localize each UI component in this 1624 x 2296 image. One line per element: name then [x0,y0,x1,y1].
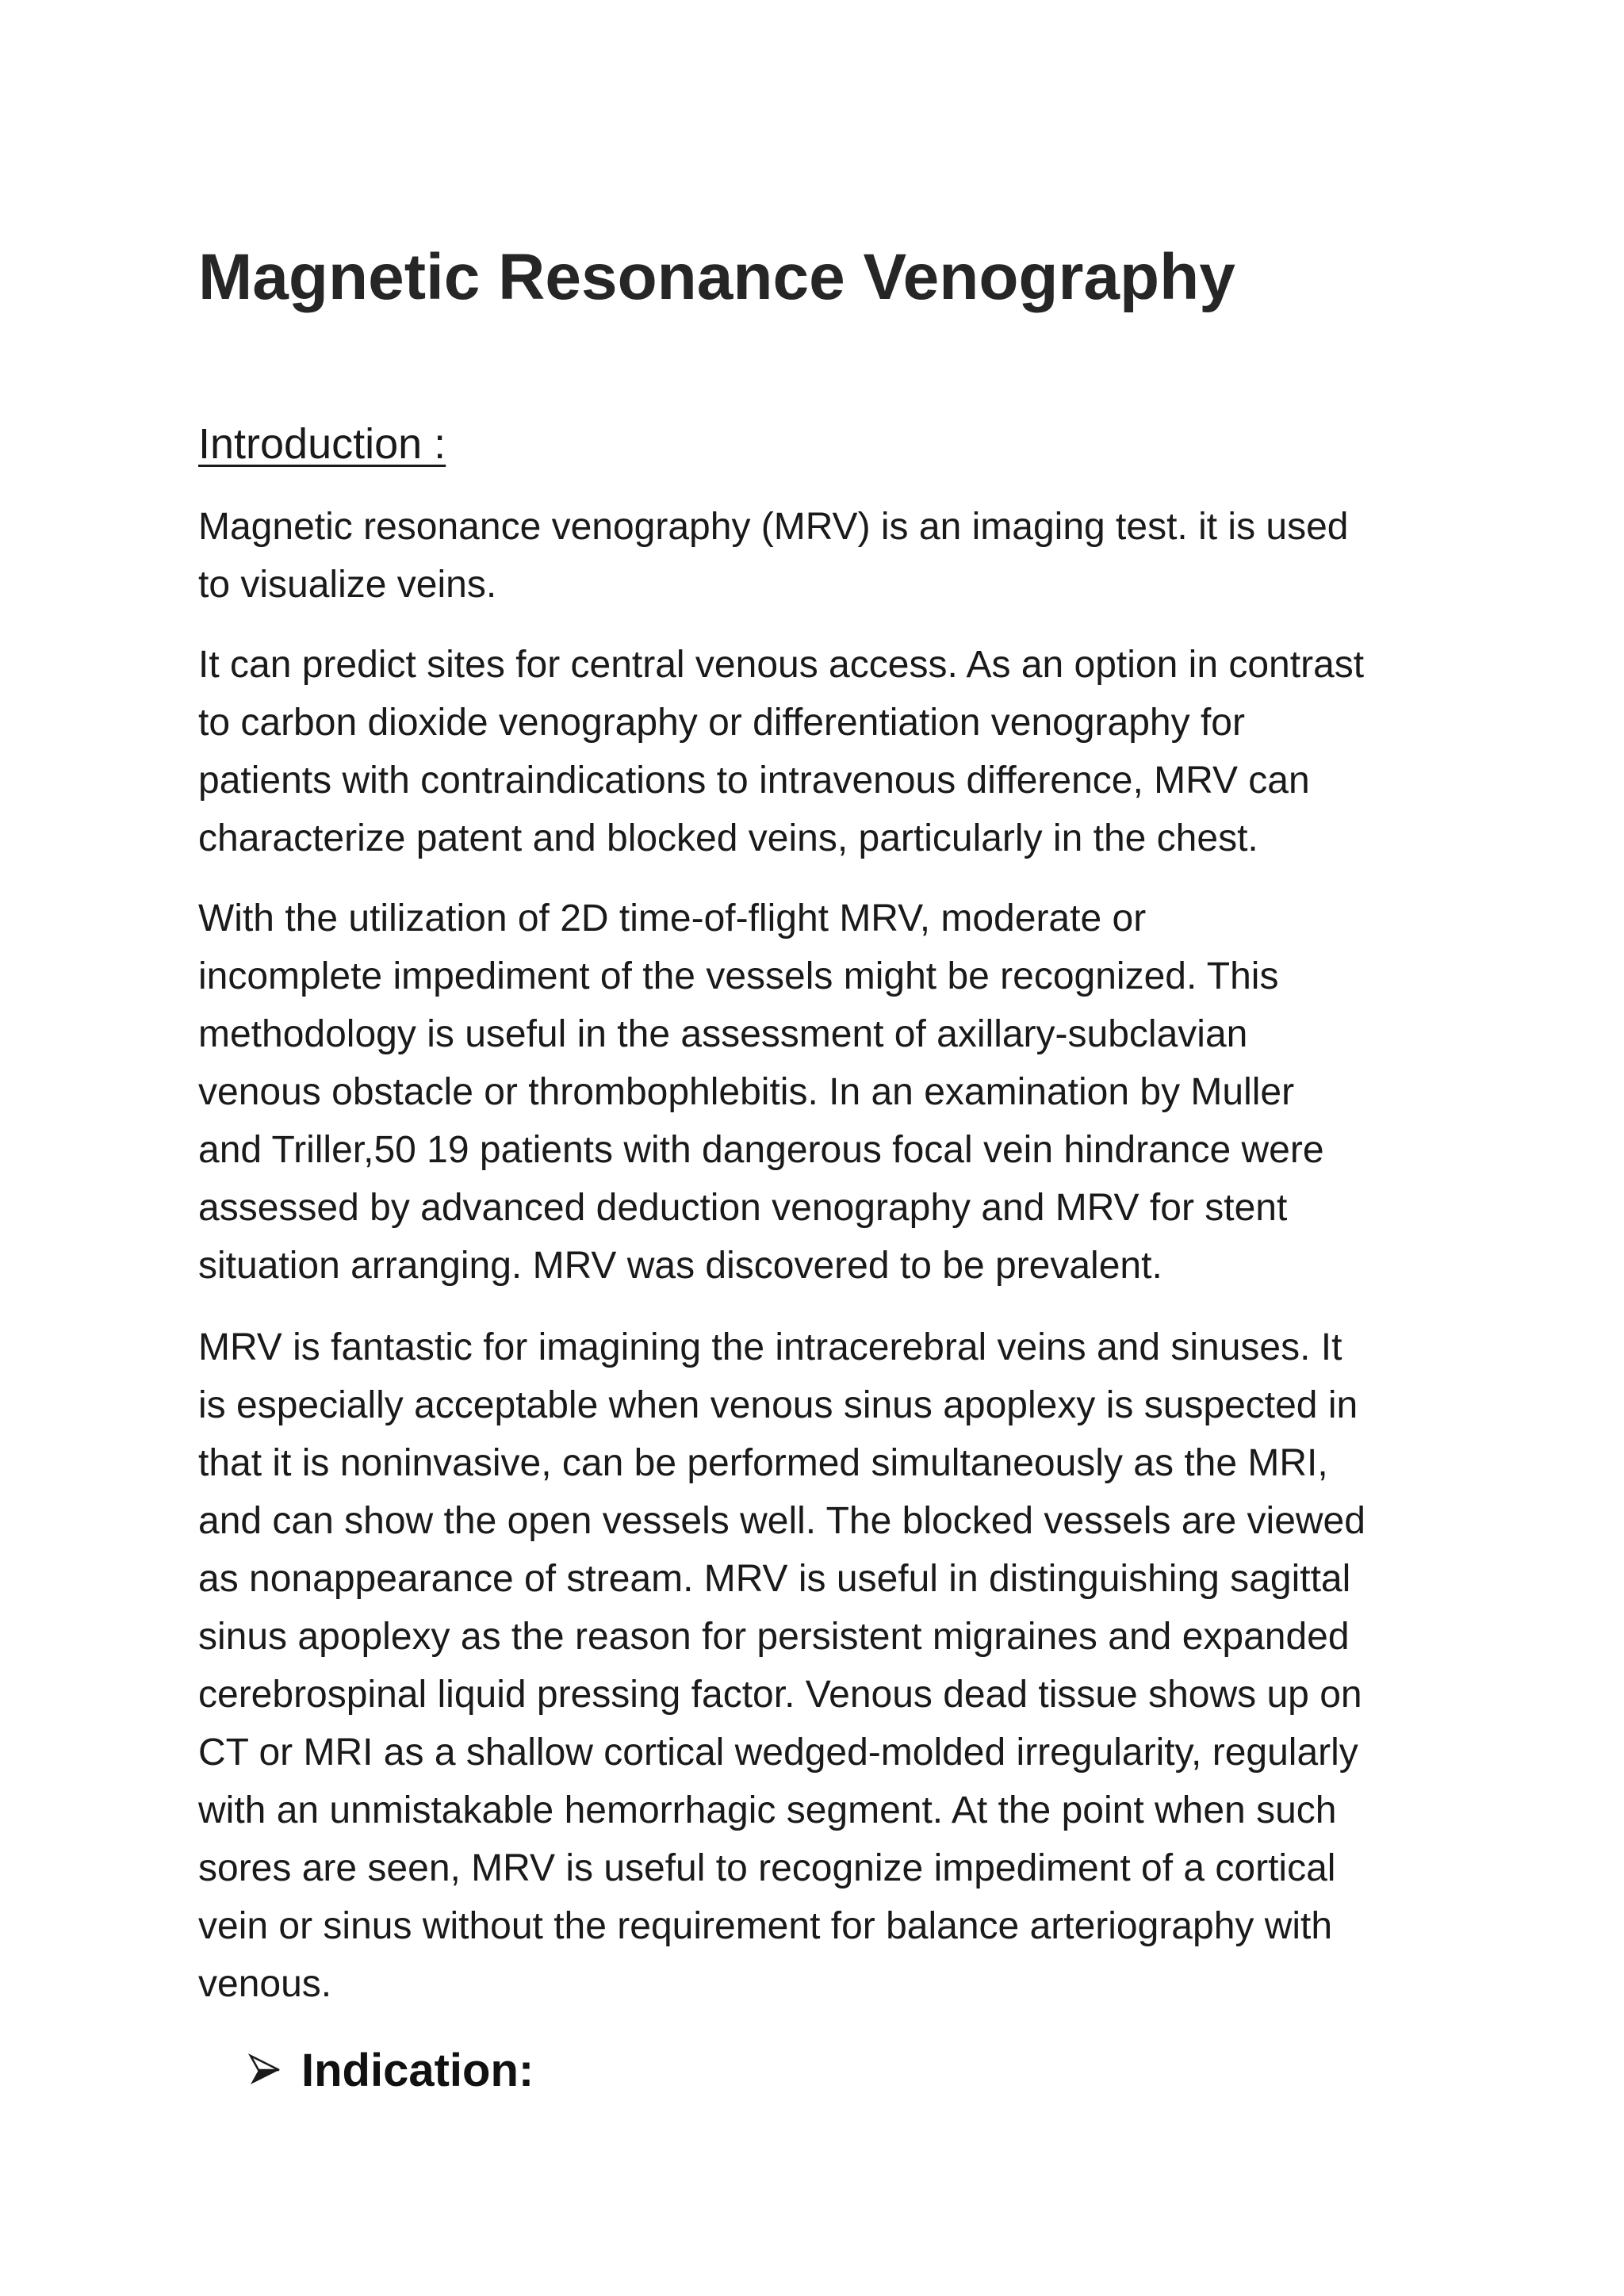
paragraph-line: It can predict sites for central venous access. As an option in contrast [198,644,1365,686]
paragraph-3 [198,890,1451,1295]
paragraph-4 [198,1318,1451,2013]
paragraph-line: to visualize veins. [198,564,497,606]
paragraph-line: With the utilization of 2D time-of-flight MRV, moderate or [198,897,1147,939]
paragraph-line: sinus apoplexy as the reason for persistent migraines and expanded [198,1616,1350,1658]
paragraph-line: to carbon dioxide venography or differentiation venography for [198,702,1245,744]
paragraph-1 [198,498,1451,614]
paragraph-line: characterize patent and blocked veins, particularly in the chest. [198,817,1258,859]
paragraph-line: and Triller,50 19 patients with dangerous focal vein hindrance were [198,1129,1324,1171]
paragraph-2 [198,636,1451,867]
paragraph-line: venous obstacle or thrombophlebitis. In an examination by Muller [198,1071,1295,1113]
paragraph-line: situation arranging. MRV was discovered to be prevalent. [198,1245,1162,1287]
paragraph-line: MRV is fantastic for imagining the intracerebral veins and sinuses. It [198,1326,1342,1368]
paragraph-line: methodology is useful in the assessment of axillary-subclavian [198,1013,1248,1055]
paragraph-line: patients with contraindications to intravenous difference, MRV can [198,760,1310,802]
paragraph-line: venous. [198,1963,332,2005]
paragraph-line: with an unmistakable hemorrhagic segment. At the point when such [198,1789,1337,1831]
paragraph-line: assessed by advanced deduction venography and MRV for stent [198,1187,1288,1229]
indication-heading [247,2042,534,2100]
document-title: Magnetic Resonance Venography [198,241,1235,313]
paragraph-line: is especially acceptable when venous sinus apoplexy is suspected in [198,1384,1358,1426]
indication-heading-label: Indication: [301,2045,534,2096]
paragraph-line: and can show the open vessels well. The blocked vessels are viewed [198,1500,1365,1542]
arrow-bullet-icon [247,2053,282,2087]
paragraph-line: incomplete impediment of the vessels might be recognized. This [198,955,1279,997]
paragraph-line: vein or sinus without the requirement for balance arteriography with [198,1905,1333,1947]
introduction-heading: Introduction : [198,420,446,468]
paragraph-line: as nonappearance of stream. MRV is useful in distinguishing sagittal [198,1558,1351,1600]
paragraph-line: that it is noninvasive, can be performed simultaneously as the MRI, [198,1442,1328,1484]
paragraph-line: CT or MRI as a shallow cortical wedged-molded irregularity, regularly [198,1732,1358,1774]
paragraph-line: cerebrospinal liquid pressing factor. Venous dead tissue shows up on [198,1674,1362,1716]
paragraph-line: sores are seen, MRV is useful to recognize impediment of a cortical [198,1847,1336,1889]
paragraph-line: Magnetic resonance venography (MRV) is an imaging test. it is used [198,506,1349,548]
